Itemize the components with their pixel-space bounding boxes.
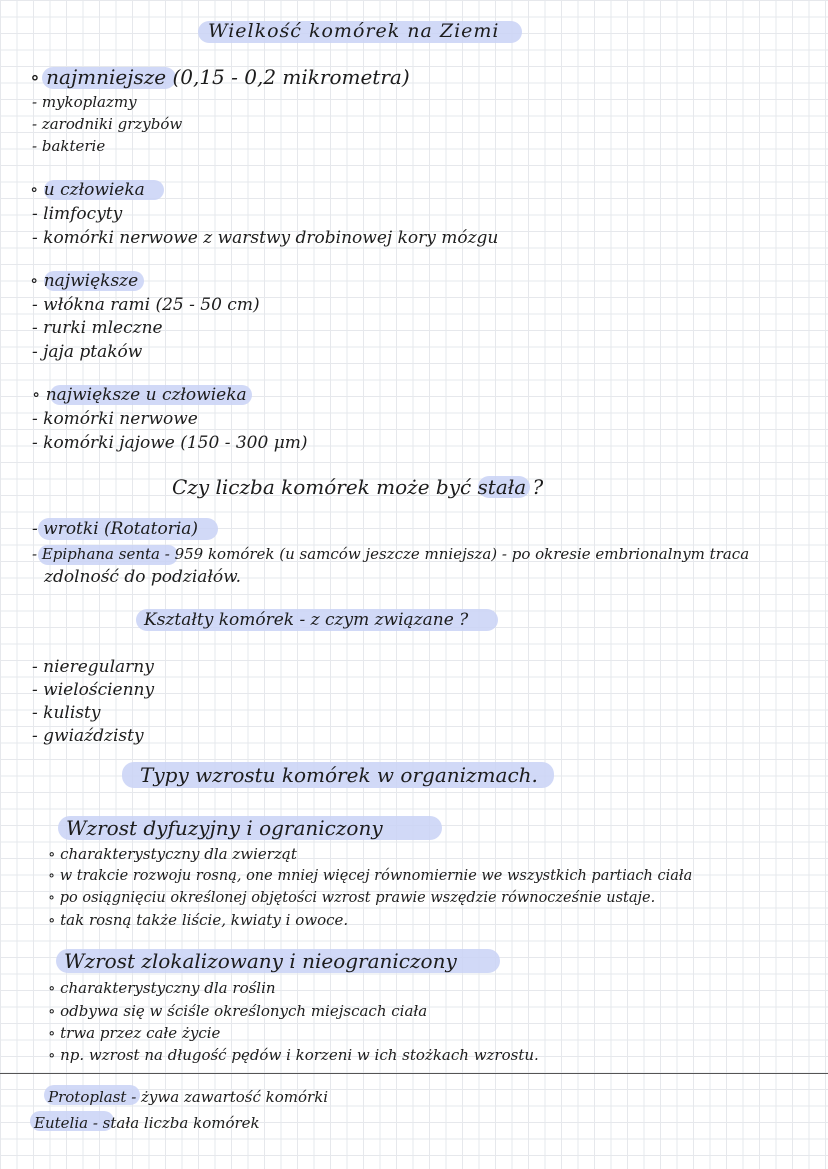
list-item: - komórki jajowe (150 - 300 μm) [32,433,308,453]
list-item: zdolność do podziałów. [44,567,242,587]
growth-types-heading: Typy wzrostu komórek w organizmach. [140,763,538,787]
list-item: - wrotki (Rotatoria) [32,519,199,539]
list-item: - bakterie [32,137,106,155]
smallest-heading: ∘ najmniejsze (0,15 - 0,2 mikrometra) [30,65,410,89]
localized-growth-heading: Wzrost zlokalizowany i nieograniczony [64,949,457,973]
list-item: ∘ charakterystyczny dla zwierząt [48,845,297,863]
largest-human-heading: ∘ największe u człowieka [32,385,247,405]
list-item: - wielościenny [32,680,155,700]
list-item: - komórki nerwowe [32,409,198,429]
list-item: ∘ odbywa się w ściśle określonych miejscach ciała [48,1002,428,1020]
list-item: - komórki nerwowe z warstwy drobinowej kory mózgu [32,228,499,248]
largest-heading: ∘ największe [30,271,139,291]
list-item: ∘ tak rosną także liście, kwiaty i owoce. [48,911,349,929]
list-item: - mykoplazmy [32,93,137,111]
list-item: - kulisty [32,703,101,723]
list-item: ∘ charakterystyczny dla roślin [48,979,276,997]
list-item: ∘ po osiągnięciu określonej objętości wzrost prawie wszędzie równocześnie ustaje. [48,890,656,906]
list-item: - nieregularny [32,657,154,677]
list-item: ∘ np. wzrost na długość pędów i korzeni w ich stożkach wzrostu. [48,1046,539,1064]
human-heading: ∘ u człowieka [30,180,145,200]
page-title: Wielkość komórek na Ziemi [208,20,500,42]
shapes-heading: Kształty komórek - z czym związane ? [144,610,469,630]
definition: Protoplast - żywa zawartość komórki [48,1088,329,1106]
list-item: - rurki mleczne [32,318,163,338]
definition: Eutelia - stała liczba komórek [34,1114,260,1132]
list-item: - Epiphana senta - 959 komórek (u samców jeszcze mniejsza) - po okresie embrionalnym traca [32,545,750,563]
divider-line [0,1073,828,1074]
list-item: - gwiaździsty [32,726,144,746]
list-item: - włókna rami (25 - 50 cm) [32,295,260,315]
list-item: - jaja ptaków [32,342,143,362]
question-heading: Czy liczba komórek może być stała ? [172,475,544,499]
list-item: ∘ trwa przez całe życie [48,1024,221,1042]
diffuse-growth-heading: Wzrost dyfuzyjny i ograniczony [66,816,383,840]
list-item: - limfocyty [32,204,123,224]
list-item: - zarodniki grzybów [32,115,183,133]
list-item: ∘ w trakcie rozwoju rosną, one mniej więcej równomiernie we wszystkich partiach ciała [48,868,693,884]
